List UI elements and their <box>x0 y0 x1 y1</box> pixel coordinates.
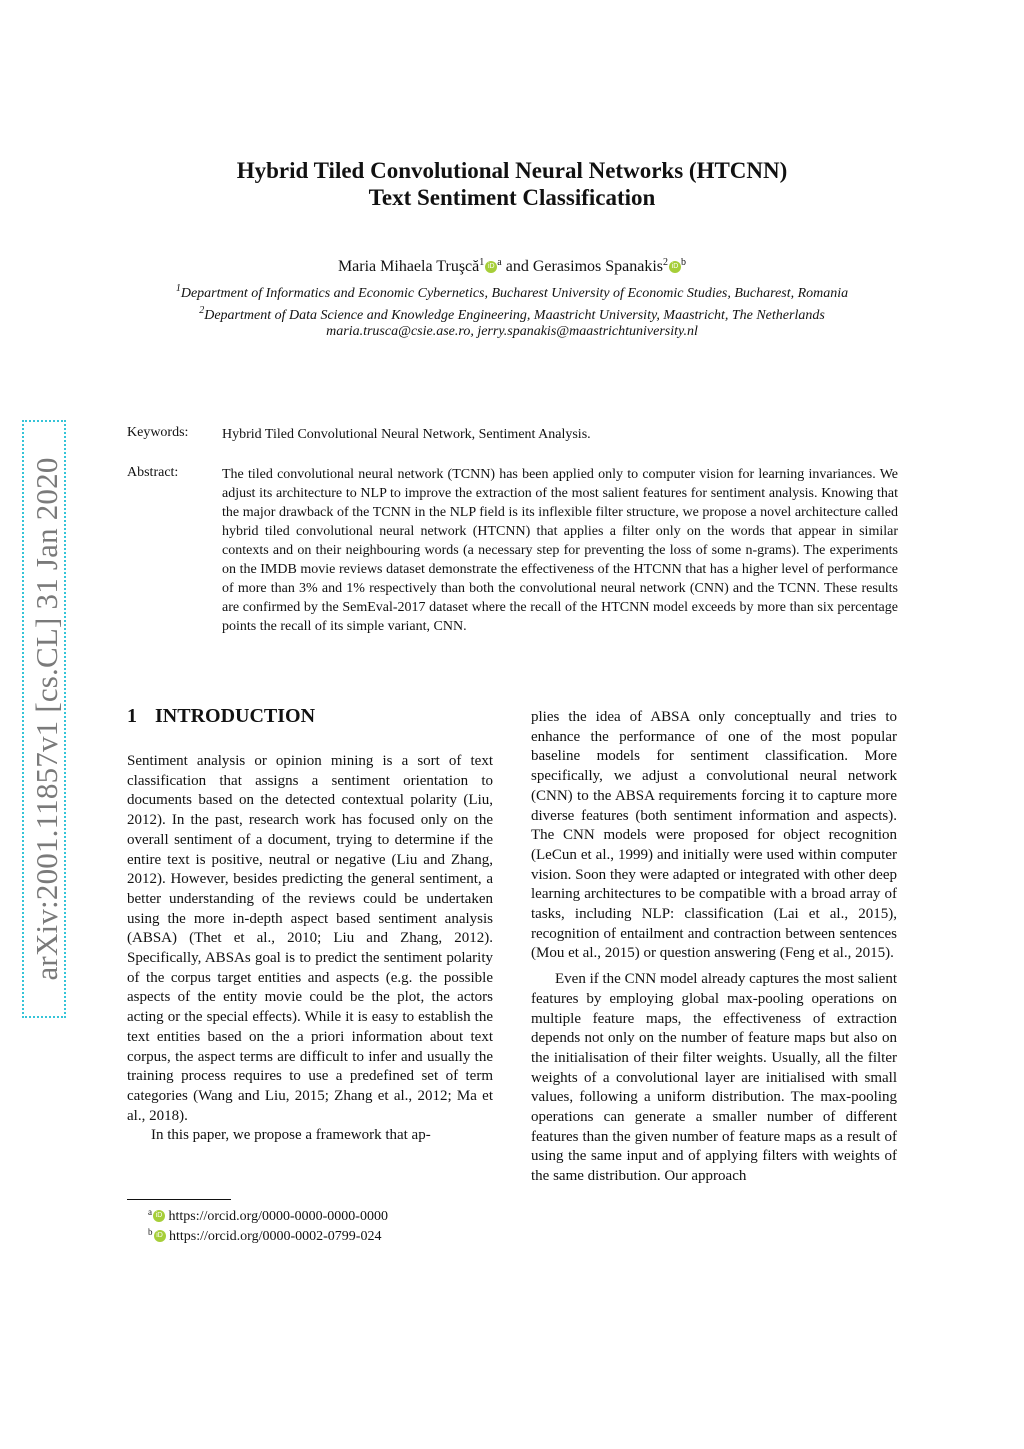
footnote-divider <box>127 1199 231 1200</box>
intro-paragraph-3: Even if the CNN model already captures the most salient features by employing global max-pooling operations on multiple feature maps, the effectiveness of extraction depends not only on the number of feature maps but also on the initialisation of their filter weights. Usually, all the filter weights of a convolutional layer are initialised with small values, following a uniform distribution. The max-pooling operations can generate a smaller number of different features than the given number of feature maps as a result of using the same input and of applying filters with weights of the same distribution. Our approach <box>531 971 897 1185</box>
intro-paragraph-2: In this paper, we propose a framework that ap- <box>151 1127 431 1144</box>
section-title: INTRODUCTION <box>155 705 316 727</box>
affiliation-2-text: Department of Data Science and Knowledge Engineering, Maastricht University, Maastricht, The Netherlands <box>204 308 825 323</box>
intro-paragraph-1: Sentiment analysis or opinion mining is a sort of text classification that assigns a sentiment orientation to documents based on the detected contextual polarity (Liu, 2012). In the past, research work has focused only on the overall sentiment of a document, trying to determine if the entire text is positive, neutral or negative (Liu and Zhang, 2012). However, besides predicting the general sentiment, a better understanding of the reviews could be undertaken using the more in-depth aspect based sentiment analysis (ABSA) (Thet et al., 2010; Liu and Zhang, 2012). Specifically, ABSAs goal is to predict the sentiment polarity of the corpus target entities and aspects (e.g. the possible aspects of the entity movie could be the plot, the actors acting or the special effects). While it is easy to establish the text entities based on the a priori information about text corpus, the aspect terms are difficult to infer and usually the training process requires to use a predefined set of term categories (Wang and Liu, 2015; Zhang et al., 2012; Ma et al., 2018). <box>127 753 493 1124</box>
author-line <box>0 257 1024 276</box>
abstract-label: Abstract: <box>127 465 179 480</box>
section-heading <box>127 705 315 728</box>
author-1-name: Maria Mihaela Truşcă <box>337 258 480 275</box>
paper-title <box>0 157 1024 211</box>
footnote-a <box>148 1207 388 1225</box>
author-1-orcid-mark: a <box>497 257 502 268</box>
orcid-icon[interactable]: iD <box>669 261 681 273</box>
left-column <box>127 752 493 1146</box>
affiliation-1-text: Department of Informatics and Economic Cybernetics, Bucharest University of Economic Studies, Bucharest, Romania <box>180 286 849 301</box>
orcid-icon[interactable]: iD <box>485 261 497 273</box>
section-number: 1 <box>127 705 137 727</box>
title-line-1: Hybrid Tiled Convolutional Neural Networks (HTCNN) <box>236 158 788 183</box>
title-line-2: Text Sentiment Classification <box>368 185 656 210</box>
author-2-affiliation-mark: 2 <box>663 257 669 268</box>
keywords-text: Hybrid Tiled Convolutional Neural Network, Sentiment Analysis. <box>222 427 591 442</box>
affiliation-2 <box>0 305 1024 324</box>
footnote-b <box>148 1227 381 1245</box>
footnote-b-url[interactable]: https://orcid.org/0000-0002-0799-024 <box>169 1229 382 1244</box>
affiliation-1-number: 1 <box>175 283 181 294</box>
right-column <box>531 708 897 1187</box>
abstract-text: The tiled convolutional neural network (TCNN) has been applied only to computer vision for learning invariances. We adjust its architecture to NLP to improve the extraction of the most salient features for sentiment analysis. Knowing that the major drawback of the TCNN in the NLP field is its inflexible filter structure, we propose a novel architecture called hybrid tiled convolutional neural network (HTCNN) that applies a filter only on the words that appear in similar contexts and on their neighbouring words (a necessary step for preventing the loss of some n-grams). The experiments on the IMDB movie reviews dataset demonstrate the effectiveness of the HTCNN that has a higher level of performance of more than 3% and 1% respectively than both the convolutional neural network (CNN) and the TCNN. These results are confirmed by the SemEval-2017 dataset where the recall of the HTCNN model exceeds by more than six percentage points the recall of its simple variant, CNN. <box>222 467 898 634</box>
author-emails[interactable]: maria.trusca@csie.ase.ro, jerry.spanakis@maastrichtuniversity.nl <box>326 324 698 339</box>
arxiv-identifier[interactable]: arXiv:2001.11857v1 [cs.CL] 31 Jan 2020 <box>29 457 64 981</box>
author-2-name: Gerasimos Spanakis <box>532 258 664 275</box>
orcid-icon[interactable]: iD <box>154 1230 166 1242</box>
affiliation-2-number: 2 <box>199 305 205 316</box>
orcid-icon[interactable]: iD <box>153 1210 165 1222</box>
author-2-orcid-mark: b <box>681 257 687 268</box>
intro-paragraph-2-continued: plies the idea of ABSA only conceptually and tries to enhance the performance of one of the most popular baseline models for sentiment classification. More specifically, we adjust a convolutional neural network (CNN) to the ABSA requirements forcing it to capture more diverse features (both sentiment information and aspects). The CNN models were proposed for object recognition (LeCun et al., 1999) and initially were used within computer vision. Soon they were adapted or integrated with other deep learning architectures to be compatible with a broad array of tasks, including NLP: classification (Lai et al., 2015), recognition of entailment and contraction between sentences (Mou et al., 2015) or question answering (Feng et al., 2015). <box>531 709 897 962</box>
affiliation-1 <box>0 283 1024 302</box>
keywords-label: Keywords: <box>127 425 189 440</box>
author-conjunction: and <box>505 258 529 275</box>
footnote-b-mark: b <box>148 1227 153 1237</box>
author-1-affiliation-mark: 1 <box>479 257 485 268</box>
footnote-a-mark: a <box>148 1207 152 1217</box>
footnote-a-url[interactable]: https://orcid.org/0000-0000-0000-0000 <box>168 1209 388 1224</box>
